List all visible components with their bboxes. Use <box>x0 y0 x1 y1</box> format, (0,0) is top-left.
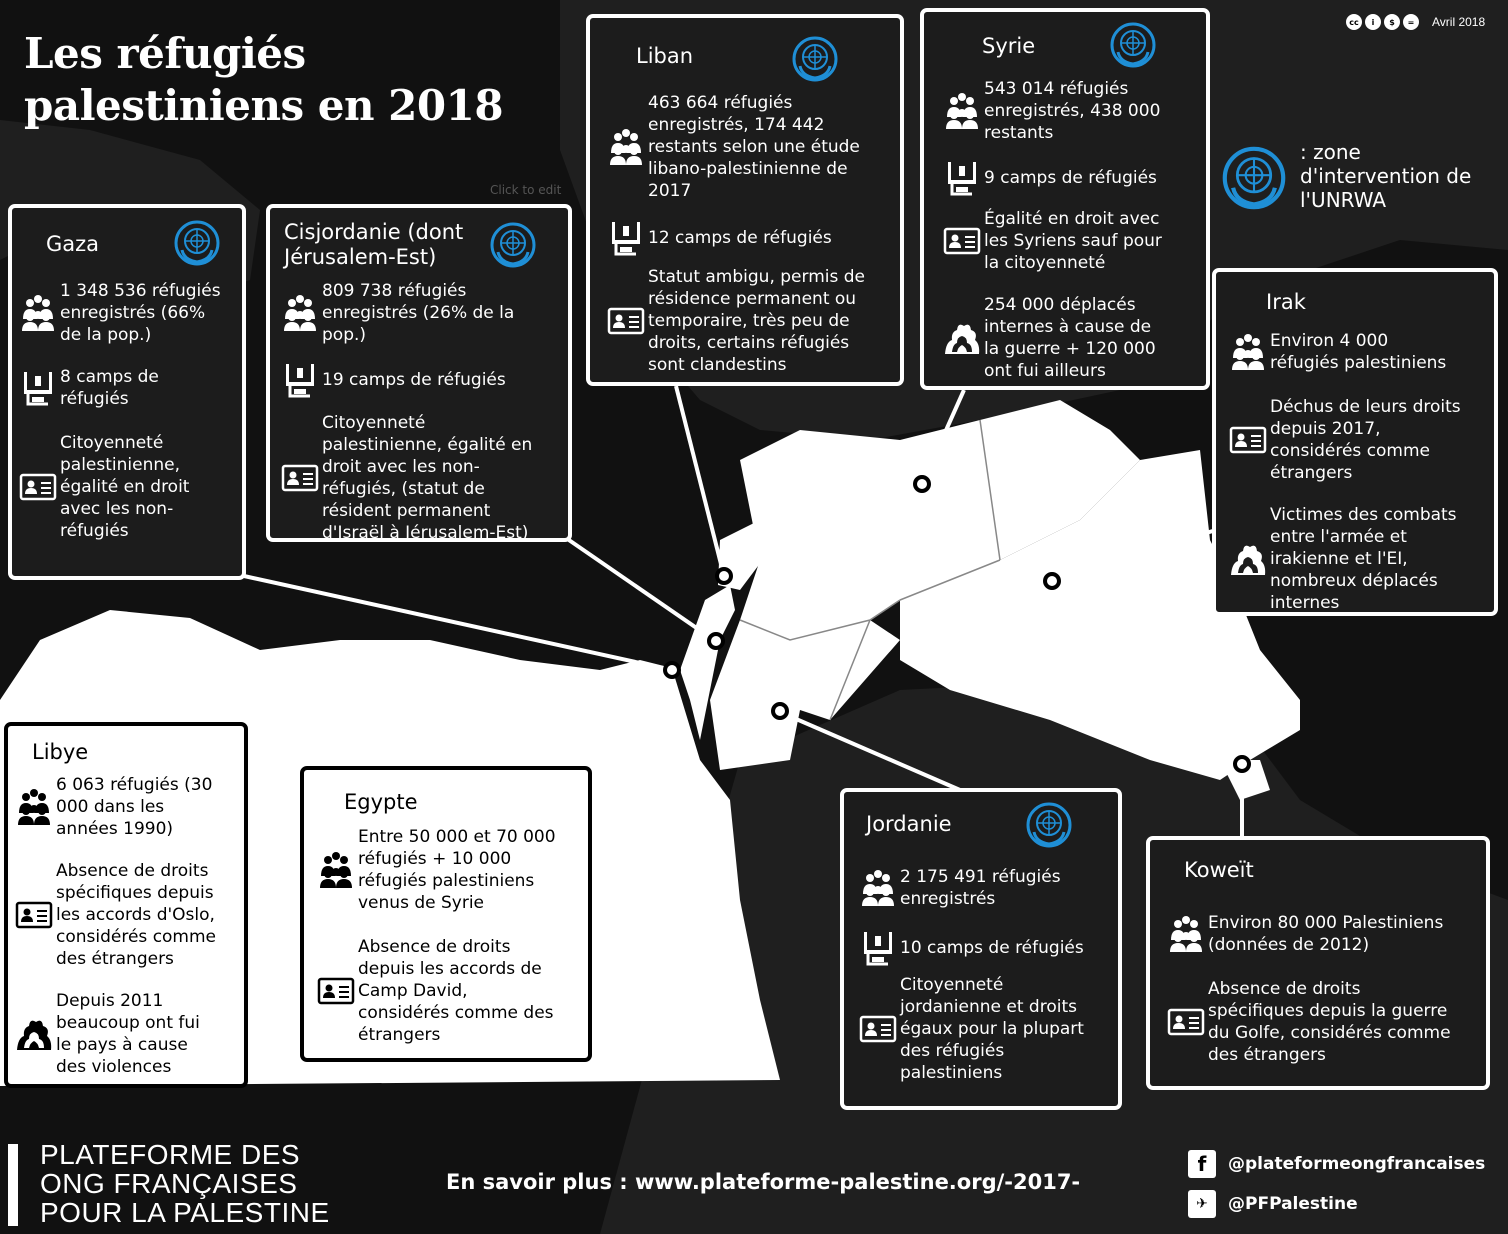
id-card-icon <box>316 971 356 1011</box>
item-rights <box>1226 396 1506 484</box>
people-icon <box>316 850 356 890</box>
item-text: Déchus de leurs droits depuis 2017, considérés comme étrangers <box>1270 397 1461 483</box>
jordanie-box <box>840 788 1122 1110</box>
people-icon <box>1228 332 1268 372</box>
un-emblem-icon <box>792 36 838 82</box>
item-text: 1 348 536 réfugiés enregistrés (66% de la pop.) <box>60 281 221 345</box>
people-icon <box>606 127 646 167</box>
un-emblem-icon <box>1222 146 1286 210</box>
un-emblem-icon <box>1110 22 1156 68</box>
item-text: 8 camps de réfugiés <box>60 367 159 409</box>
license-badges <box>1346 14 1485 30</box>
item-text: 463 664 réfugiés enregistrés, 174 442 restants selon une étude libano-palestinienne de 2017 <box>648 93 860 201</box>
item-refugees <box>16 280 242 346</box>
item-text: Depuis 2011 beaucoup ont fui le pays à cause des violences <box>56 991 200 1077</box>
item-text: Absence de droits depuis les accords de Camp David, considérés comme des étrangers <box>358 937 554 1045</box>
item-text: Absence de droits spécifiques depuis la guerre du Golfe, considérés comme des étrangers <box>1208 979 1451 1065</box>
page-title: Les réfugiés palestiniens en 2018 <box>24 29 504 130</box>
item-camps <box>278 360 570 400</box>
item-rights <box>940 208 1208 274</box>
item-refugees <box>1164 912 1490 956</box>
cc-icon: cc <box>1346 14 1362 30</box>
facebook-icon: f <box>1188 1150 1216 1178</box>
item-text: 10 camps de réfugiés <box>900 938 1084 958</box>
item-text: Citoyenneté palestinienne, égalité en droit avec les non- réfugiés <box>60 433 190 541</box>
syrie-box <box>920 8 1210 390</box>
id-card-icon <box>280 458 320 498</box>
item-refugees <box>604 92 900 202</box>
item-rights <box>12 860 248 970</box>
box-title: Liban <box>636 44 694 68</box>
item-camps <box>604 218 900 258</box>
twitter-link[interactable] <box>1188 1190 1358 1218</box>
box-title: Jordanie <box>866 812 952 836</box>
irak-box <box>1212 268 1498 616</box>
item-refugees <box>278 280 570 346</box>
item-text: Égalité en droit avec les Syriens sauf pour la citoyenneté <box>984 209 1162 273</box>
item-text: 809 738 réfugiés enregistrés (26% de la pop.) <box>322 281 515 345</box>
item-text: Citoyenneté jordanienne et droits égaux pour la plupart des réfugiés palestiniens <box>900 975 1084 1083</box>
explosion-icon <box>1228 539 1268 579</box>
item-refugees <box>1226 330 1506 374</box>
id-card-icon <box>1228 420 1268 460</box>
item-text: Statut ambigu, permis de résidence permanent ou temporaire, très peu de droits, certains réfugiés sont clandestins <box>648 267 865 375</box>
item-displaced <box>940 294 1208 382</box>
item-text: 12 camps de réfugiés <box>648 228 832 248</box>
liban-box <box>586 14 904 386</box>
item-text: Environ 4 000 réfugiés palestiniens <box>1270 331 1447 373</box>
nc-icon: $ <box>1384 14 1400 30</box>
facebook-handle: @plateformeongfrancaises <box>1228 1154 1486 1174</box>
item-refugees <box>12 774 248 840</box>
box-title: Libye <box>32 740 89 764</box>
item-rights <box>16 432 242 542</box>
people-icon <box>280 293 320 333</box>
click-to-edit-label[interactable]: Click to edit <box>490 183 562 197</box>
item-text: Victimes des combats entre l'armée et irakienne et l'EI, nombreux déplacés internes <box>1270 505 1457 613</box>
explosion-icon <box>942 318 982 358</box>
item-camps <box>856 928 1122 968</box>
box-title: Gaza <box>46 232 100 256</box>
camp-icon <box>280 360 320 400</box>
people-icon <box>14 787 54 827</box>
item-text: Absence de droits spécifiques depuis les accords d'Oslo, considérés comme des étrangers <box>56 861 217 969</box>
organization-name: PLATEFORME DES ONG FRANÇAISES POUR LA PALESTINE <box>40 1139 330 1228</box>
item-rights <box>604 266 900 376</box>
item-displaced <box>1226 504 1506 614</box>
box-title: Egypte <box>344 790 418 814</box>
id-card-icon <box>942 221 982 261</box>
item-rights <box>856 974 1122 1084</box>
nd-icon: = <box>1403 14 1419 30</box>
camp-icon <box>858 928 898 968</box>
people-icon <box>18 293 58 333</box>
publication-date: Avril 2018 <box>1432 15 1486 29</box>
facebook-link[interactable] <box>1188 1150 1485 1178</box>
gaza-box <box>8 204 246 580</box>
item-text: 2 175 491 réfugiés enregistrés <box>900 867 1061 909</box>
camp-icon <box>606 218 646 258</box>
libye-box <box>4 722 248 1088</box>
item-refugees <box>940 78 1208 144</box>
item-text: Environ 80 000 Palestiniens (données de 2012) <box>1208 913 1444 955</box>
item-text: 9 camps de réfugiés <box>984 168 1157 188</box>
item-text: Entre 50 000 et 70 000 réfugiés + 10 000 réfugiés palestiniens venus de Syrie <box>358 827 556 913</box>
item-text: 543 014 réfugiés enregistrés, 438 000 restants <box>984 79 1161 143</box>
id-card-icon <box>14 895 54 935</box>
camp-icon <box>18 368 58 408</box>
item-refugees <box>314 826 594 914</box>
footer-accent-bar <box>8 1144 18 1226</box>
item-rights <box>1164 978 1490 1066</box>
people-icon <box>942 91 982 131</box>
un-emblem-icon <box>174 220 220 266</box>
item-camps <box>940 158 1208 198</box>
id-card-icon <box>858 1009 898 1049</box>
item-text: 6 063 réfugiés (30 000 dans les années 1990) <box>56 775 213 839</box>
item-text: Citoyenneté palestinienne, égalité en droit avec les non- réfugiés, (statut de résident permanent d'Israël à Jérusalem-Est) <box>322 413 533 543</box>
camp-icon <box>942 158 982 198</box>
box-title: Cisjordanie (dont Jérusalem-Est) <box>284 220 464 269</box>
id-card-icon <box>18 467 58 507</box>
egypte-box <box>300 766 592 1062</box>
explosion-icon <box>14 1014 54 1054</box>
item-camps <box>16 366 242 410</box>
people-icon <box>1166 914 1206 954</box>
item-displaced <box>12 990 248 1078</box>
twitter-icon: ✈ <box>1188 1190 1216 1218</box>
box-title: Syrie <box>982 34 1036 58</box>
item-refugees <box>856 866 1122 910</box>
koweit-box <box>1146 836 1490 1090</box>
by-icon: i <box>1365 14 1381 30</box>
people-icon <box>858 868 898 908</box>
legend-text: : zone d'intervention de l'UNRWA <box>1300 140 1472 212</box>
website-link[interactable]: En savoir plus : www.plateforme-palestine.org/-2017- <box>446 1170 1081 1194</box>
item-rights <box>314 936 594 1046</box>
cisjordanie-box <box>266 204 572 542</box>
box-title: Irak <box>1266 290 1306 314</box>
twitter-handle: @PFPalestine <box>1228 1194 1358 1214</box>
id-card-icon <box>606 301 646 341</box>
un-emblem-icon <box>490 222 536 268</box>
item-text: 19 camps de réfugiés <box>322 370 506 390</box>
item-rights <box>278 412 570 544</box>
box-title: Koweït <box>1184 858 1254 882</box>
id-card-icon <box>1166 1002 1206 1042</box>
item-text: 254 000 déplacés internes à cause de la guerre + 120 000 ont fui ailleurs <box>984 295 1156 381</box>
un-emblem-icon <box>1026 802 1072 848</box>
